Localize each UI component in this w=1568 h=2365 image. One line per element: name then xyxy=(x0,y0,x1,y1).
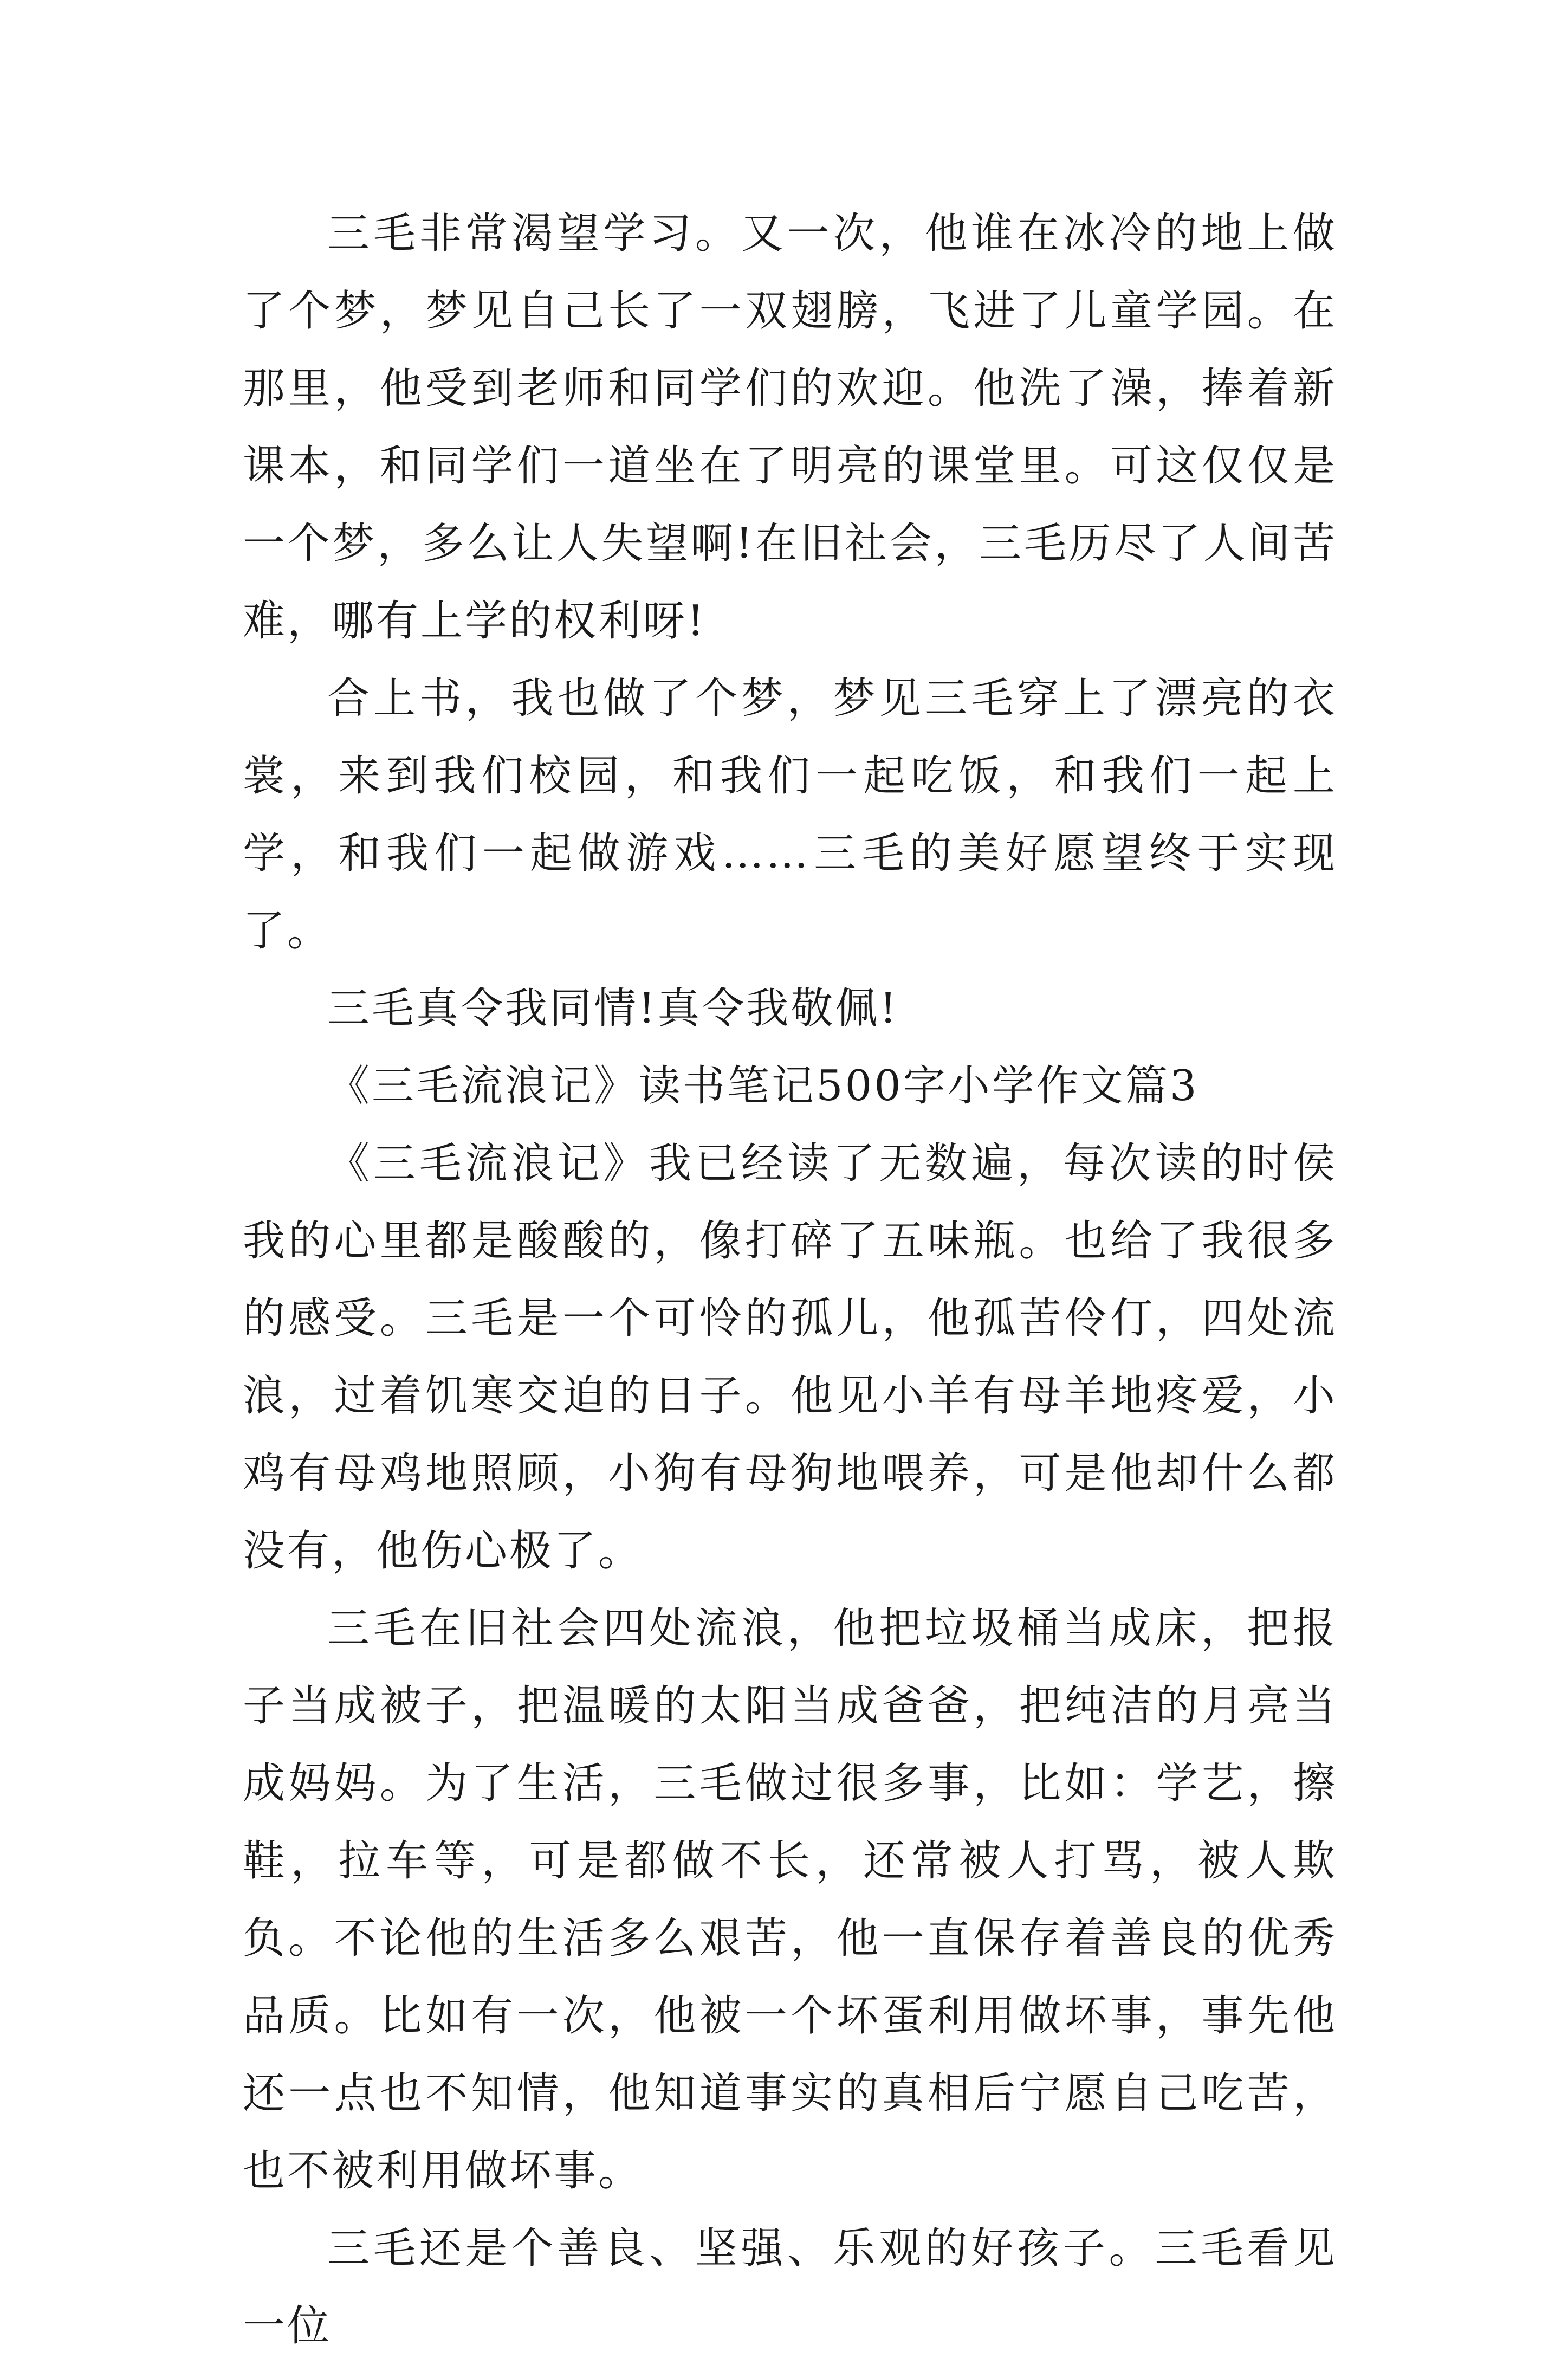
section-heading: 《三毛流浪记》读书笔记500字小学作文篇3 xyxy=(327,1062,1199,1110)
document-body xyxy=(243,195,1337,2365)
paragraph-dream: 三毛非常渴望学习。又一次，他谁在冰冷的地上做了个梦，梦见自己长了一双翅膀，飞进了儿童学园。在那里，他受到老师和同学们的欢迎。他洗了澡，捧着新课本，和同学们一道坐在了明亮的课堂里。可这仅仅是一个梦，多么让人失望啊!在旧社会，三毛历尽了人间苦难，哪有上学的权利呀! xyxy=(243,209,1337,645)
paragraph-kind-child: 三毛还是个善良、坚强、乐观的好孩子。三毛看见一位 xyxy=(243,2224,1337,2350)
paragraph-closing-book: 合上书，我也做了个梦，梦见三毛穿上了漂亮的衣裳，来到我们校园，和我们一起吃饭，和我们一起上学，和我们一起做游戏……三毛的美好愿望终于实现了。 xyxy=(243,674,1337,955)
paragraph-read-many-times: 《三毛流浪记》我已经读了无数遍，每次读的时侯我的心里都是酸酸的，像打碎了五味瓶。也给了我很多的感受。三毛是一个可怜的孤儿，他孤苦伶仃，四处流浪，过着饥寒交迫的日子。他见小羊有母羊地疼爱，小鸡有母鸡地照顾，小狗有母狗地喂养，可是他却什么都没有，他伤心极了。 xyxy=(243,1139,1337,1575)
paragraph-sympathy: 三毛真令我同情!真令我敬佩! xyxy=(327,984,899,1033)
paragraph-wandering: 三毛在旧社会四处流浪，他把垃圾桶当成床，把报子当成被子，把温暖的太阳当成爸爸，把纯洁的月亮当成妈妈。为了生活，三毛做过很多事，比如：学艺，擦鞋，拉车等，可是都做不长，还常被人打骂，被人欺负。不论他的生活多么艰苦，他一直保存着善良的优秀品质。比如有一次，他被一个坏蛋利用做坏事，事先他还一点也不知情，他知道事实的真相后宁愿自己吃苦，也不被利用做坏事。 xyxy=(243,1604,1337,2195)
